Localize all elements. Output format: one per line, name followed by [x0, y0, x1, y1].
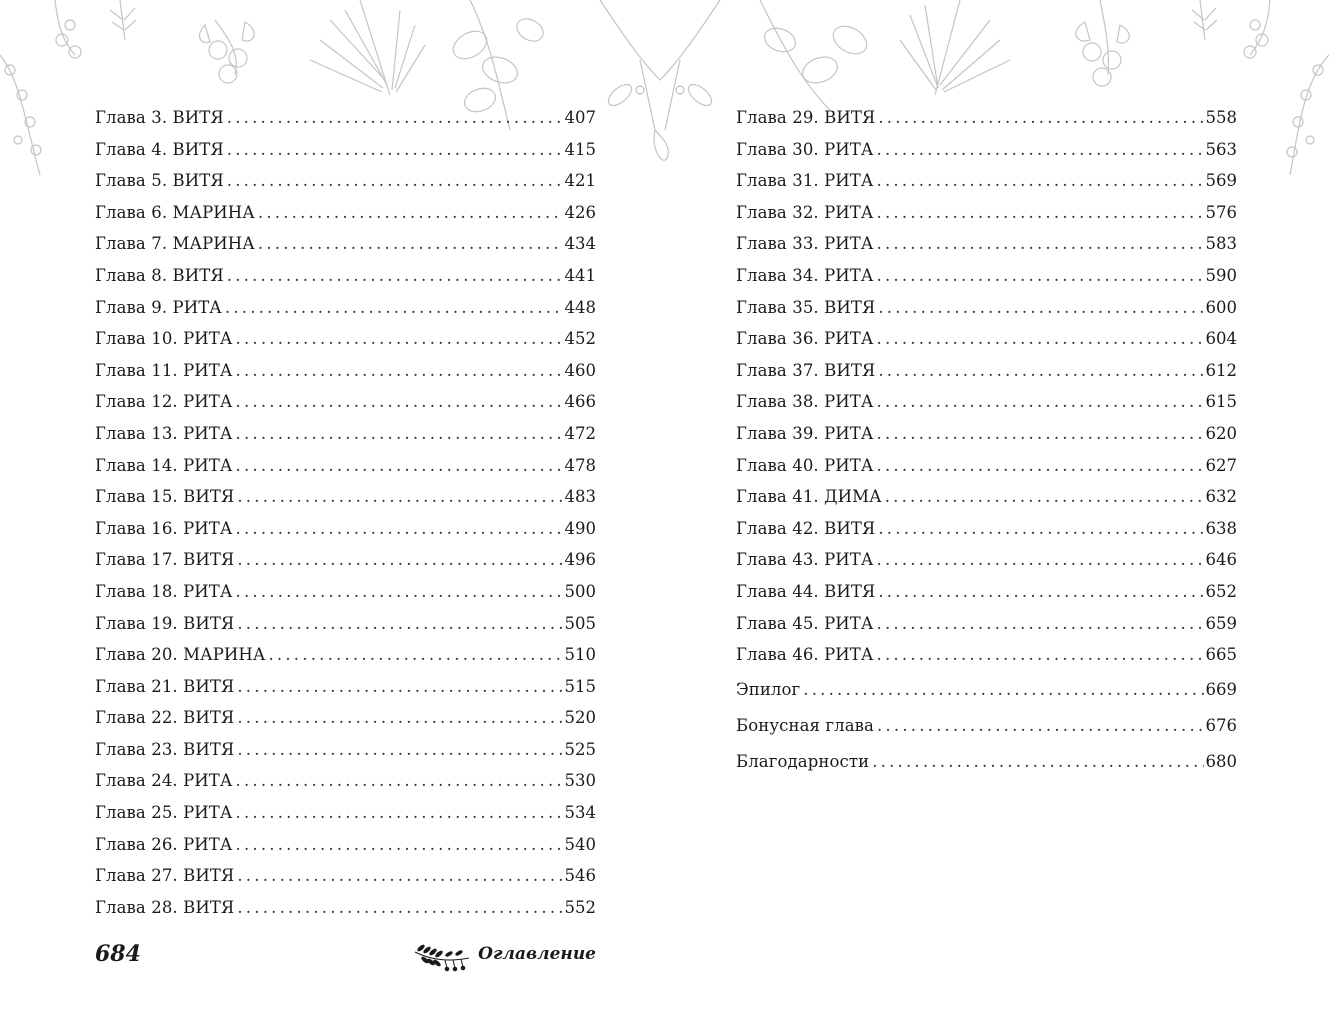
toc-entry-label: Эпилог	[736, 679, 801, 699]
toc-entry-page: 421	[564, 171, 596, 191]
toc-entry-label: Глава 36. РИТА	[736, 329, 874, 349]
dot-leader	[877, 450, 1204, 482]
toc-entry	[736, 134, 1237, 166]
dot-leader	[237, 608, 562, 640]
toc-entry-label: Глава 13. РИТА	[95, 423, 233, 443]
toc-entry	[95, 165, 596, 197]
toc-entry-label: Глава 38. РИТА	[736, 392, 874, 412]
dot-leader	[236, 829, 563, 861]
toc-entry-page: 540	[564, 834, 596, 854]
toc-entry	[736, 386, 1237, 418]
toc-entry	[95, 418, 596, 450]
dot-leader	[877, 544, 1204, 576]
dot-leader	[877, 260, 1204, 292]
toc-entry-page: 590	[1205, 265, 1237, 285]
dot-leader	[236, 797, 563, 829]
toc-entry	[736, 513, 1237, 545]
toc-entry	[736, 418, 1237, 450]
toc-entry-page: 500	[564, 581, 596, 601]
toc-entry-page: 680	[1205, 751, 1237, 771]
toc-entry	[95, 702, 596, 734]
dot-leader	[877, 708, 1204, 744]
toc-left-page	[95, 102, 596, 923]
toc-entry	[736, 481, 1237, 513]
toc-entry-page: 569	[1205, 171, 1237, 191]
toc-entry-page: 452	[564, 329, 596, 349]
toc-entry-page: 490	[564, 518, 596, 538]
toc-entry	[95, 576, 596, 608]
toc-entry-label: Глава 26. РИТА	[95, 834, 233, 854]
toc-entry-label: Глава 14. РИТА	[95, 455, 233, 475]
toc-entry-label: Бонусная глава	[736, 715, 874, 735]
dot-leader	[877, 165, 1204, 197]
dot-leader	[878, 576, 1203, 608]
toc-entry	[736, 576, 1237, 608]
toc-entry-page: 546	[564, 866, 596, 886]
dot-leader	[236, 355, 563, 387]
toc-entry-label: Глава 43. РИТА	[736, 550, 874, 570]
toc-entry	[95, 892, 596, 924]
toc-entry-label: Глава 16. РИТА	[95, 518, 233, 538]
toc-entry	[95, 450, 596, 482]
toc-entry-page: 525	[564, 739, 596, 759]
toc-entry	[95, 829, 596, 861]
toc-entry	[95, 323, 596, 355]
toc-entry	[736, 744, 1237, 780]
toc-entry	[95, 228, 596, 260]
toc-entry	[95, 197, 596, 229]
toc-entry	[736, 165, 1237, 197]
toc-entry	[95, 513, 596, 545]
toc-entry-page: 583	[1205, 234, 1237, 254]
toc-entry-label: Глава 19. ВИТЯ	[95, 613, 235, 633]
toc-entry-label: Глава 12. РИТА	[95, 392, 233, 412]
toc-entry-page: 600	[1205, 297, 1237, 317]
dot-leader	[237, 544, 562, 576]
toc-entry-label: Глава 42. ВИТЯ	[736, 518, 876, 538]
toc-entry-label: Глава 9. РИТА	[95, 297, 222, 317]
toc-entry-label: Глава 31. РИТА	[736, 171, 874, 191]
toc-entry	[736, 102, 1237, 134]
dot-leader	[227, 102, 563, 134]
dot-leader	[878, 292, 1203, 324]
toc-entry-label: Глава 24. РИТА	[95, 771, 233, 791]
dot-leader	[872, 744, 1203, 780]
toc-entry-page: 520	[564, 708, 596, 728]
dot-leader	[236, 765, 563, 797]
toc-entry-page: 483	[564, 487, 596, 507]
toc-entry-page: 627	[1205, 455, 1237, 475]
toc-entry	[95, 134, 596, 166]
page-footer	[95, 936, 596, 972]
dot-leader	[803, 672, 1203, 708]
toc-entry-page: 448	[564, 297, 596, 317]
dot-leader	[877, 323, 1204, 355]
toc-entry-page: 478	[564, 455, 596, 475]
toc-entry-page: 652	[1205, 581, 1237, 601]
dot-leader	[877, 639, 1204, 671]
dot-leader	[258, 228, 563, 260]
toc-entry	[95, 292, 596, 324]
toc-entry-label: Глава 4. ВИТЯ	[95, 139, 224, 159]
toc-entry-page: 552	[564, 897, 596, 917]
toc-entry-label: Глава 23. ВИТЯ	[95, 739, 235, 759]
toc-entry-page: 676	[1205, 715, 1237, 735]
toc-entry-label: Глава 15. ВИТЯ	[95, 487, 235, 507]
toc-entry	[736, 708, 1237, 744]
toc-entry-page: 530	[564, 771, 596, 791]
toc-entry-page: 665	[1205, 645, 1237, 665]
page-number: 684	[95, 941, 141, 967]
dot-leader	[878, 102, 1203, 134]
toc-entry-label: Глава 3. ВИТЯ	[95, 108, 224, 127]
toc-entry-label: Глава 40. РИТА	[736, 455, 874, 475]
toc-entry	[736, 639, 1237, 671]
toc-entry-label: Глава 17. ВИТЯ	[95, 550, 235, 570]
toc-entry-label: Глава 45. РИТА	[736, 613, 874, 633]
toc-entry-page: 472	[564, 423, 596, 443]
toc-entry-page: 638	[1205, 518, 1237, 538]
toc-entry-label: Глава 22. ВИТЯ	[95, 708, 235, 728]
toc-entry-label: Глава 30. РИТА	[736, 139, 874, 159]
toc-entry-page: 441	[564, 265, 596, 285]
toc-entry	[95, 734, 596, 766]
dot-leader	[225, 292, 563, 324]
toc-entry	[95, 639, 596, 671]
toc-entry-label: Глава 35. ВИТЯ	[736, 297, 876, 317]
dot-leader	[227, 260, 563, 292]
toc-entry-label: Глава 21. ВИТЯ	[95, 676, 235, 696]
toc-entry	[95, 260, 596, 292]
toc-entry-label: Глава 44. ВИТЯ	[736, 581, 876, 601]
toc-entry-page: 510	[564, 645, 596, 665]
toc-entry	[736, 323, 1237, 355]
toc-entry-page: 576	[1205, 202, 1237, 222]
toc-right-page	[736, 102, 1237, 780]
toc-entry	[736, 672, 1237, 708]
toc-entry-page: 612	[1205, 360, 1237, 380]
toc-entry-label: Глава 29. ВИТЯ	[736, 108, 876, 127]
toc-entry-page: 434	[564, 234, 596, 254]
dot-leader	[236, 418, 563, 450]
toc-entry-page: 604	[1205, 329, 1237, 349]
toc-entry-label: Глава 27. ВИТЯ	[95, 866, 235, 886]
dot-leader	[877, 418, 1204, 450]
toc-entry-page: 558	[1205, 108, 1237, 127]
toc-entry-label: Глава 37. ВИТЯ	[736, 360, 876, 380]
toc-entry-page: 563	[1205, 139, 1237, 159]
toc-entry-label: Глава 18. РИТА	[95, 581, 233, 601]
dot-leader	[227, 165, 563, 197]
toc-entry-label: Глава 11. РИТА	[95, 360, 233, 380]
toc-entry-label: Глава 32. РИТА	[736, 202, 874, 222]
dot-leader	[878, 513, 1203, 545]
toc-entry	[736, 197, 1237, 229]
toc-entry	[95, 765, 596, 797]
toc-entry	[736, 450, 1237, 482]
toc-entry-label: Глава 33. РИТА	[736, 234, 874, 254]
toc-entry-page: 415	[564, 139, 596, 159]
toc-entry	[736, 355, 1237, 387]
dot-leader	[258, 197, 563, 229]
toc-entry-label: Глава 41. ДИМА	[736, 487, 882, 507]
dot-leader	[885, 481, 1204, 513]
toc-entry-label: Глава 10. РИТА	[95, 329, 233, 349]
dot-leader	[236, 323, 563, 355]
toc-entry-label: Глава 20. МАРИНА	[95, 645, 266, 665]
dot-leader	[227, 134, 563, 166]
toc-entry	[736, 608, 1237, 640]
toc-entry	[95, 671, 596, 703]
dot-leader	[877, 197, 1204, 229]
toc-entry	[736, 292, 1237, 324]
toc-entry-label: Глава 8. ВИТЯ	[95, 265, 224, 285]
toc-entry	[736, 228, 1237, 260]
toc-entry-page: 620	[1205, 423, 1237, 443]
toc-entry-label: Глава 5. ВИТЯ	[95, 171, 224, 191]
dot-leader	[877, 134, 1204, 166]
toc-entry-page: 534	[564, 803, 596, 823]
toc-entry-page: 407	[564, 108, 596, 127]
toc-entry-label: Глава 7. МАРИНА	[95, 234, 255, 254]
leaf-sprig-icon	[413, 938, 471, 972]
dot-leader	[236, 450, 563, 482]
dot-leader	[237, 481, 562, 513]
toc-entry-label: Глава 39. РИТА	[736, 423, 874, 443]
toc-entry-page: 646	[1205, 550, 1237, 570]
toc-entry	[95, 386, 596, 418]
toc-entry-page: 669	[1205, 679, 1237, 699]
toc-entry-page: 426	[564, 202, 596, 222]
dot-leader	[237, 892, 562, 924]
dot-leader	[236, 576, 563, 608]
dot-leader	[237, 860, 562, 892]
dot-leader	[878, 355, 1203, 387]
toc-entry-page: 615	[1205, 392, 1237, 412]
toc-entry	[95, 355, 596, 387]
toc-entry-label: Глава 6. МАРИНА	[95, 202, 255, 222]
toc-entry-label: Глава 46. РИТА	[736, 645, 874, 665]
toc-entry-page: 632	[1205, 487, 1237, 507]
dot-leader	[237, 671, 562, 703]
dot-leader	[268, 639, 562, 671]
dot-leader	[877, 228, 1204, 260]
toc-entry-page: 496	[564, 550, 596, 570]
toc-entry-label: Глава 25. РИТА	[95, 803, 233, 823]
toc-entry	[736, 260, 1237, 292]
running-head: Оглавление	[478, 944, 596, 964]
toc-entry	[95, 797, 596, 829]
dot-leader	[236, 513, 563, 545]
toc-entry	[95, 860, 596, 892]
dot-leader	[237, 702, 562, 734]
toc-entry	[95, 481, 596, 513]
toc-entry-page: 505	[564, 613, 596, 633]
dot-leader	[877, 386, 1204, 418]
toc-entry-page: 460	[564, 360, 596, 380]
toc-entry-label: Глава 28. ВИТЯ	[95, 897, 235, 917]
toc-entry	[736, 544, 1237, 576]
toc-entry-page: 466	[564, 392, 596, 412]
toc-entry	[95, 608, 596, 640]
toc-entry	[95, 102, 596, 134]
toc-entry-page: 659	[1205, 613, 1237, 633]
toc-entry-label: Благодарности	[736, 751, 870, 771]
toc-entry-page: 515	[564, 676, 596, 696]
toc-entry	[95, 544, 596, 576]
toc-entry-label: Глава 34. РИТА	[736, 265, 874, 285]
dot-leader	[237, 734, 562, 766]
dot-leader	[877, 608, 1204, 640]
dot-leader	[236, 386, 563, 418]
